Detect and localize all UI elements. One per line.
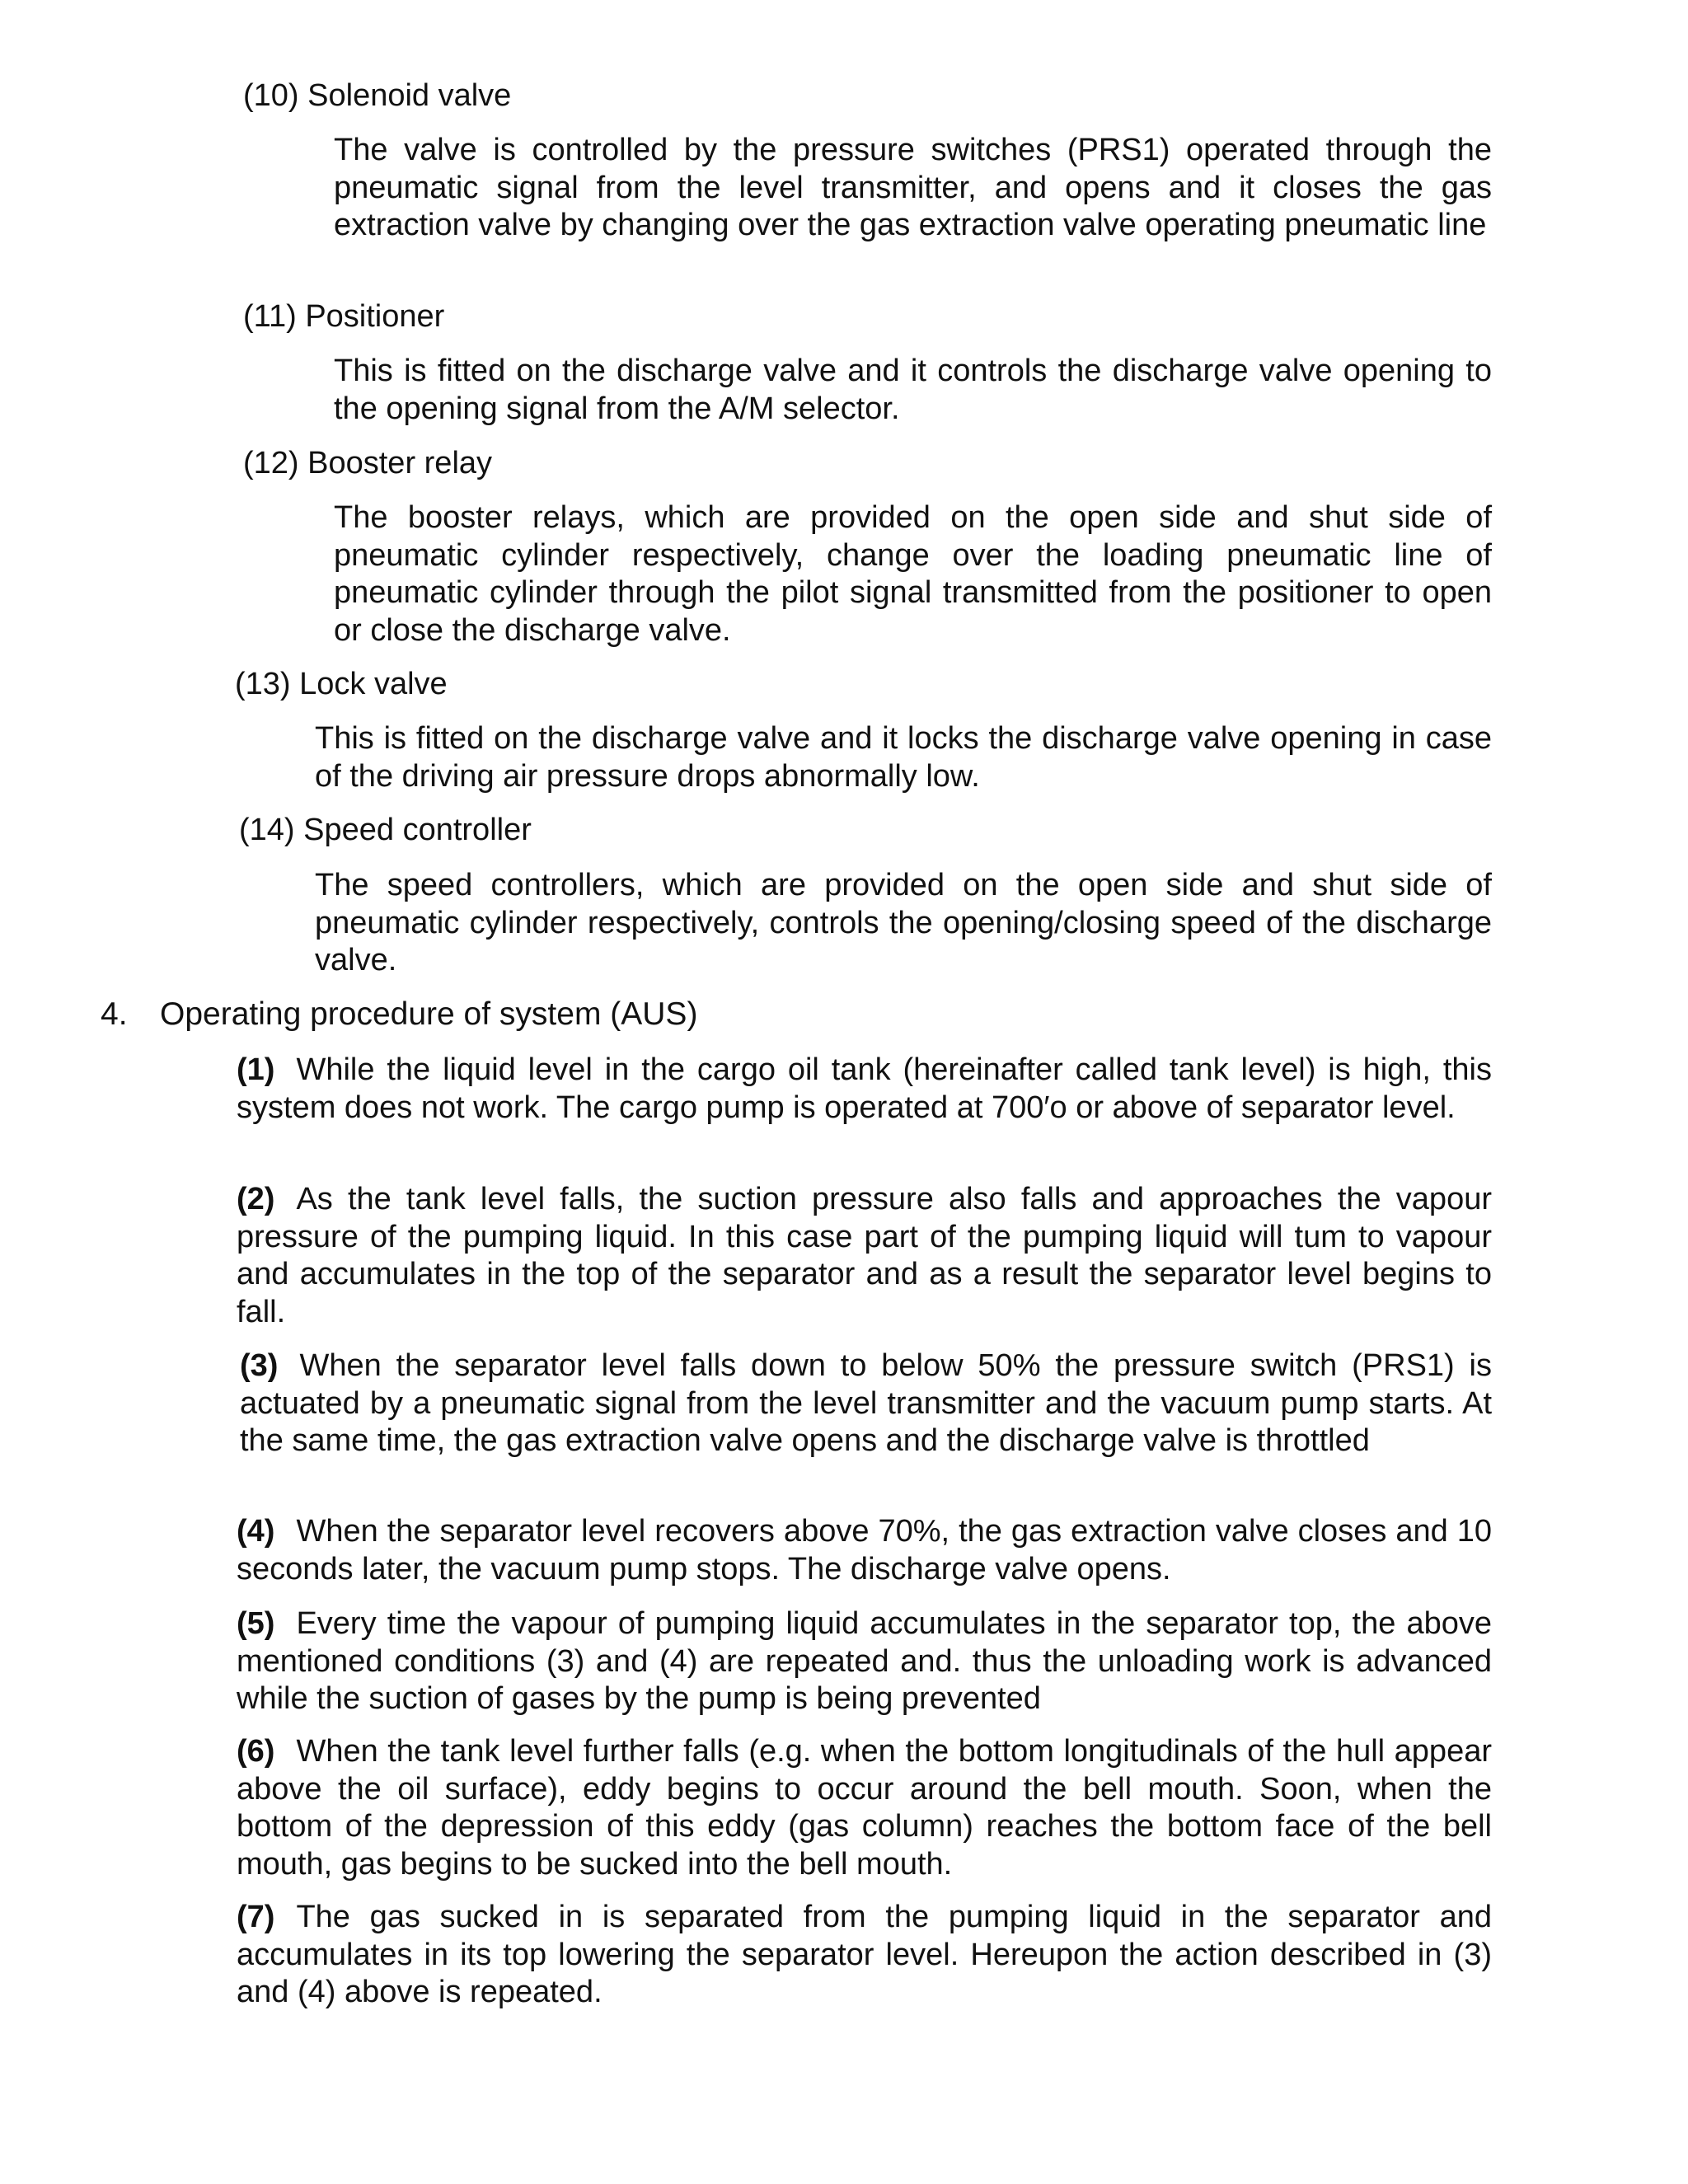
component-number: (11) <box>243 299 297 334</box>
step-number: (4) <box>237 1514 275 1549</box>
procedure-step <box>237 1052 1492 1127</box>
component-title: Positioner <box>305 299 445 334</box>
step-number: (2) <box>237 1182 275 1216</box>
step-number: (6) <box>237 1734 275 1769</box>
section-title: Operating procedure of system (AUS) <box>160 996 698 1032</box>
step-number: (3) <box>240 1348 279 1383</box>
component-number: (12) <box>243 446 299 480</box>
step-number: (7) <box>237 1900 275 1934</box>
component-heading-booster-relay <box>243 445 492 481</box>
component-description: The booster relays, which are provided on the open side and shut side of pneumatic cylinder respectively, change over the loading pneumatic line of pneumatic cylinder through the pilot signal transmitted from the positioner to open or close the discharge valve. <box>334 500 1492 648</box>
procedure-step <box>237 1513 1492 1588</box>
procedure-step <box>237 1605 1492 1718</box>
component-description: This is fitted on the discharge valve and it locks the discharge valve opening in case of the driving air pressure drops abnormally low. <box>315 721 1492 794</box>
section-heading <box>101 996 697 1033</box>
component-title: Solenoid valve <box>307 78 512 113</box>
step-text: The gas sucked in is separated from the pumping liquid in the separator and accumulates in its top lowering the separator level. Hereupon the action described in (3) and (4) above is repeated. <box>237 1900 1492 2009</box>
procedure-step <box>237 1181 1492 1331</box>
step-text: When the separator level falls down to below 50% the pressure switch (PRS1) is actuated by a pneumatic signal from the level transmitter and the vacuum pump starts. At the same time, the gas extraction valve opens and the discharge valve is throttled <box>240 1348 1492 1458</box>
component-description: The speed controllers, which are provided on the open side and shut side of pneumatic cylinder respectively, controls the opening/closing speed of the discharge valve. <box>315 868 1492 977</box>
component-title: Booster relay <box>307 446 493 480</box>
component-heading-positioner <box>243 298 444 335</box>
step-text: While the liquid level in the cargo oil tank (hereinafter called tank level) is high, this system does not work. The cargo pump is operated at 700′o or above of separator level. <box>237 1052 1492 1125</box>
step-text: When the separator level recovers above 70%, the gas extraction valve closes and 10 seconds later, the vacuum pump stops. The discharge valve opens. <box>237 1514 1492 1586</box>
step-number: (5) <box>237 1606 275 1641</box>
component-heading-speed-controller <box>239 812 532 848</box>
step-text: When the tank level further falls (e.g. when the bottom longitudinals of the hull appear above the oil surface), eddy begins to occur around the bell mouth. Soon, when the bottom of the depression of this eddy (gas column) reaches the bottom face of the bell mouth, gas begins to be sucked into the bell mouth. <box>237 1734 1492 1882</box>
section-number: 4. <box>101 996 128 1032</box>
component-heading-solenoid-valve <box>243 77 511 114</box>
step-number: (1) <box>237 1052 275 1087</box>
component-number: (10) <box>243 78 299 113</box>
component-description: This is fitted on the discharge valve and it controls the discharge valve opening to the opening signal from the A/M selector. <box>334 354 1492 426</box>
procedure-step <box>237 1899 1492 2012</box>
component-title: Lock valve <box>299 667 448 701</box>
procedure-step <box>237 1733 1492 1883</box>
procedure-step <box>240 1347 1492 1460</box>
component-number: (14) <box>239 813 295 847</box>
component-number: (13) <box>235 667 291 701</box>
component-description: The valve is controlled by the pressure switches (PRS1) operated through the pneumatic signal from the level transmitter, and opens and it closes the gas extraction valve by changing over the gas extraction valve operating pneumatic line <box>334 133 1492 242</box>
component-heading-lock-valve <box>235 666 448 702</box>
component-title: Speed controller <box>303 813 532 847</box>
step-text: Every time the vapour of pumping liquid accumulates in the separator top, the above mentioned conditions (3) and (4) are repeated and. thus the unloading work is advanced while the suction of gases by the pump is being prevented <box>237 1606 1492 1716</box>
step-text: As the tank level falls, the suction pressure also falls and approaches the vapour pressure of the pumping liquid. In this case part of the pumping liquid will tum to vapour and accumulates in the top of the separator and as a result the separator level begins to fall. <box>237 1182 1492 1329</box>
